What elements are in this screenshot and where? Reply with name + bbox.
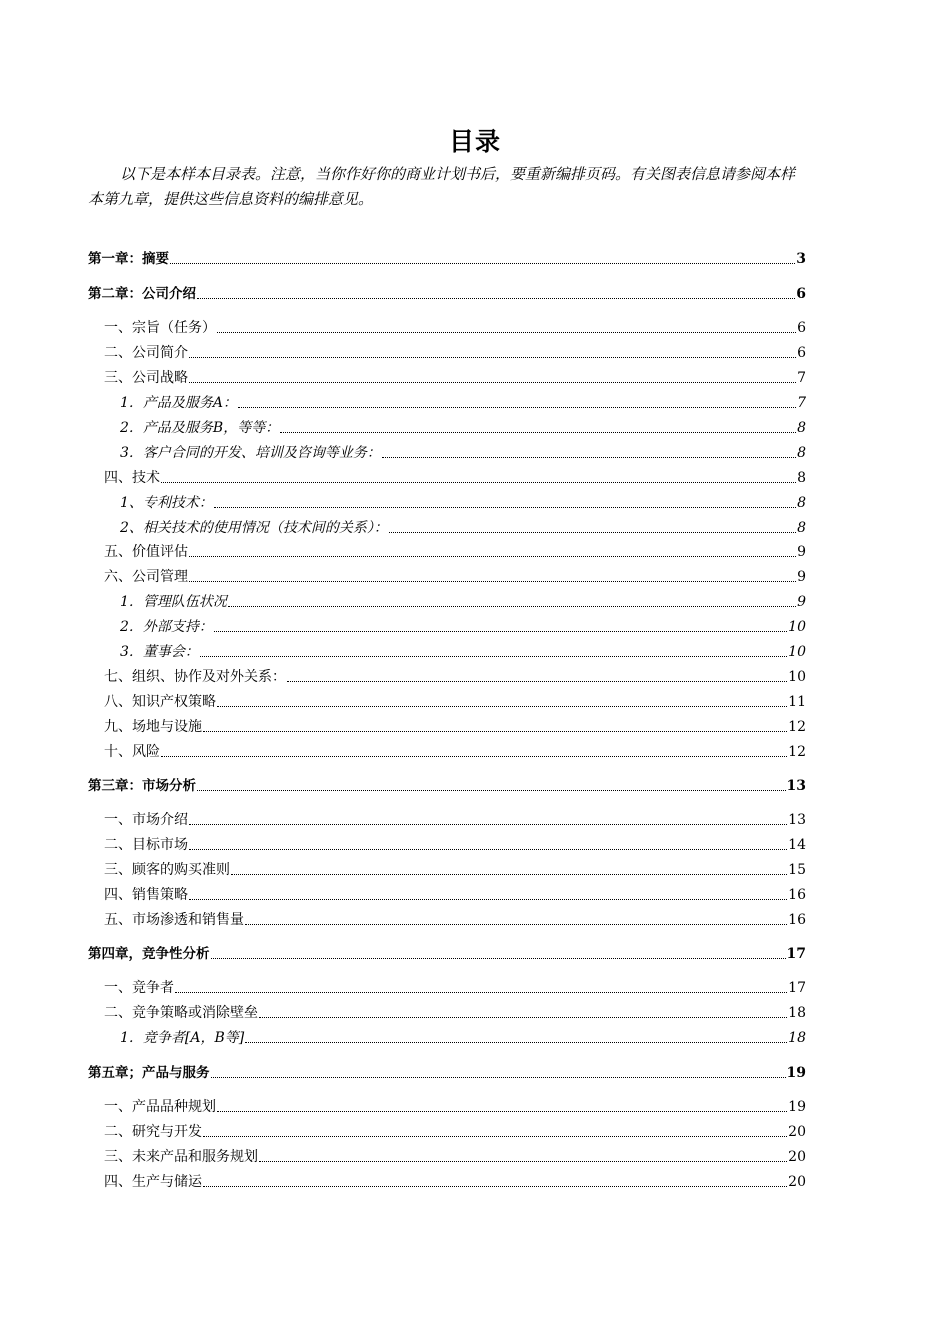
toc-leader-dots: [189, 556, 796, 557]
toc-page-number: 15: [788, 862, 806, 878]
toc-label: 二、目标市场: [104, 837, 188, 853]
toc-label: 一、宗旨（任务）: [104, 320, 216, 336]
toc-label: 三、公司战略: [104, 370, 188, 386]
toc-label: 六、公司管理: [104, 569, 188, 585]
toc-item[interactable]: [88, 1027, 806, 1047]
toc-section[interactable]: [88, 1171, 806, 1191]
toc-label: 2．产品及服务B，等等：: [120, 420, 280, 436]
toc-leader-dots: [203, 1136, 787, 1137]
toc-label: 3．董事会：: [120, 644, 199, 660]
toc-section[interactable]: [88, 367, 806, 387]
toc-item[interactable]: [88, 591, 806, 611]
toc-section[interactable]: [88, 342, 806, 362]
toc-item[interactable]: [88, 442, 806, 462]
intro-paragraph: 以下是本样本目录表。注意，当你作好你的商业计划书后，要重新编排页码。有关图表信息请参阅本样本第九章，提供这些信息资料的编排意见。: [88, 165, 796, 208]
toc-label: 二、竞争策略或消除壁垒: [104, 1005, 258, 1021]
toc-page-number: 13: [788, 812, 806, 828]
toc-leader-dots: [189, 357, 796, 358]
toc-label: 2．外部支持：: [120, 619, 213, 635]
toc-label: 四、生产与储运: [104, 1174, 202, 1190]
toc-leader-dots: [382, 457, 796, 458]
toc-leader-dots: [203, 1186, 787, 1187]
toc-label: 1、专利技术：: [120, 495, 213, 511]
toc-page-number: 7: [797, 370, 806, 386]
toc-label: 第五章；产品与服务: [88, 1065, 210, 1081]
toc-chapter[interactable]: [88, 775, 806, 795]
toc-label: 四、技术: [104, 470, 160, 486]
toc-page-number: 12: [788, 719, 806, 735]
toc-page-number: 18: [788, 1030, 806, 1046]
toc-label: 七、组织、协作及对外关系：: [104, 669, 286, 685]
toc-label: 二、公司简介: [104, 345, 188, 361]
toc-leader-dots: [214, 631, 787, 632]
toc-page-number: 9: [797, 569, 806, 585]
toc-page-number: 9: [797, 594, 806, 610]
toc-section[interactable]: [88, 716, 806, 736]
toc-page-number: 6: [797, 320, 806, 336]
toc-leader-dots: [161, 482, 796, 483]
toc-leader-dots: [238, 407, 796, 408]
toc-leader-dots: [175, 992, 787, 993]
toc-page-number: 8: [797, 420, 806, 436]
toc-leader-dots: [259, 1161, 787, 1162]
toc-leader-dots: [228, 606, 796, 607]
toc-leader-dots: [189, 581, 796, 582]
toc-page-number: 10: [788, 644, 806, 660]
toc-section[interactable]: [88, 909, 806, 929]
toc-label: 四、销售策略: [104, 887, 188, 903]
toc-leader-dots: [217, 332, 796, 333]
toc-page-number: 8: [797, 520, 806, 536]
toc-chapter[interactable]: [88, 943, 806, 963]
toc-page-number: 11: [788, 694, 806, 710]
toc-page-number: 20: [788, 1174, 806, 1190]
toc-leader-dots: [245, 924, 787, 925]
toc-page-number: 8: [797, 470, 806, 486]
toc-section[interactable]: [88, 467, 806, 487]
toc-leader-dots: [245, 1042, 787, 1043]
toc-label: 第四章，竞争性分析: [88, 946, 210, 962]
toc-page-number: 9: [797, 544, 806, 560]
toc-section[interactable]: [88, 809, 806, 829]
toc-section[interactable]: [88, 691, 806, 711]
toc-section[interactable]: [88, 666, 806, 686]
toc-label: 八、知识产权策略: [104, 694, 216, 710]
toc-section[interactable]: [88, 884, 806, 904]
toc-page-number: 3: [796, 251, 806, 267]
toc-leader-dots: [189, 899, 787, 900]
toc-page-number: 20: [788, 1124, 806, 1140]
toc-section[interactable]: [88, 317, 806, 337]
toc-leader-dots: [161, 756, 787, 757]
toc-label: 一、市场介绍: [104, 812, 188, 828]
toc-label: 五、价值评估: [104, 544, 188, 560]
toc-section[interactable]: [88, 1146, 806, 1166]
toc-section[interactable]: [88, 1121, 806, 1141]
toc-page-number: 10: [788, 619, 806, 635]
toc-leader-dots: [214, 507, 796, 508]
toc-label: 第三章：市场分析: [88, 778, 196, 794]
toc-label: 1．管理队伍状况: [120, 594, 227, 610]
toc-page-number: 16: [788, 887, 806, 903]
toc-page-number: 13: [786, 778, 806, 794]
toc-page-number: 7: [797, 395, 806, 411]
toc-section[interactable]: [88, 834, 806, 854]
toc-item[interactable]: [88, 517, 806, 537]
toc-page-number: 8: [797, 445, 806, 461]
toc-page-number: 10: [788, 669, 806, 685]
toc-leader-dots: [189, 382, 796, 383]
toc-section[interactable]: [88, 541, 806, 561]
toc-page-number: 12: [788, 744, 806, 760]
toc-label: 3．客户合同的开发、培训及咨询等业务：: [120, 445, 381, 461]
toc-leader-dots: [217, 706, 787, 707]
toc-section[interactable]: [88, 859, 806, 879]
toc-label: 三、顾客的购买准则: [104, 862, 230, 878]
toc-label: 九、场地与设施: [104, 719, 202, 735]
toc-label: 一、竞争者: [104, 980, 174, 996]
toc-item[interactable]: [88, 417, 806, 437]
toc-leader-dots: [211, 958, 786, 959]
toc-page-number: 17: [786, 946, 806, 962]
toc-section[interactable]: [88, 1096, 806, 1116]
toc-leader-dots: [217, 1111, 787, 1112]
toc-item[interactable]: [88, 641, 806, 661]
toc-label: 十、风险: [104, 744, 160, 760]
toc-label: 第一章：摘要: [88, 251, 169, 267]
toc-label: 一、产品品种规划: [104, 1099, 216, 1115]
toc-page-number: 18: [788, 1005, 806, 1021]
toc-leader-dots: [259, 1017, 787, 1018]
toc-page-number: 6: [796, 286, 806, 302]
toc-section[interactable]: [88, 1002, 806, 1022]
toc-page-number: 14: [788, 837, 806, 853]
toc-label: 二、研究与开发: [104, 1124, 202, 1140]
toc-leader-dots: [197, 298, 795, 299]
toc-label: 2、相关技术的使用情况（技术间的关系）：: [120, 520, 388, 536]
toc-leader-dots: [203, 731, 787, 732]
toc-leader-dots: [389, 532, 796, 533]
toc-chapter[interactable]: [88, 1062, 806, 1082]
toc-chapter[interactable]: [88, 283, 806, 303]
toc-leader-dots: [287, 681, 787, 682]
toc-label: 五、市场渗透和销售量: [104, 912, 244, 928]
toc-leader-dots: [197, 790, 786, 791]
toc-chapter[interactable]: [88, 248, 806, 268]
toc-leader-dots: [211, 1077, 786, 1078]
toc-section[interactable]: [88, 741, 806, 761]
toc-label: 1．竞争者[A，B等]: [120, 1030, 245, 1046]
toc-page-number: 20: [788, 1149, 806, 1165]
toc-leader-dots: [231, 874, 787, 875]
toc-leader-dots: [280, 432, 796, 433]
page-title: 目录: [448, 127, 501, 156]
toc-section[interactable]: [88, 566, 806, 586]
toc-page-number: 19: [786, 1065, 806, 1081]
toc-label: 1．产品及服务A：: [120, 395, 238, 411]
toc-page-number: 16: [788, 912, 806, 928]
toc-item[interactable]: [88, 616, 806, 636]
toc-leader-dots: [170, 263, 795, 264]
toc-page-number: 6: [797, 345, 806, 361]
toc-label: 第二章：公司介绍: [88, 286, 196, 302]
toc-item[interactable]: [88, 392, 806, 412]
toc-leader-dots: [189, 824, 787, 825]
toc-label: 三、未来产品和服务规划: [104, 1149, 258, 1165]
toc-leader-dots: [189, 849, 787, 850]
toc-item[interactable]: [88, 492, 806, 512]
toc-leader-dots: [200, 656, 787, 657]
toc-page-number: 8: [797, 495, 806, 511]
toc-page-number: 17: [788, 980, 806, 996]
toc-page-number: 19: [788, 1099, 806, 1115]
toc-section[interactable]: [88, 977, 806, 997]
